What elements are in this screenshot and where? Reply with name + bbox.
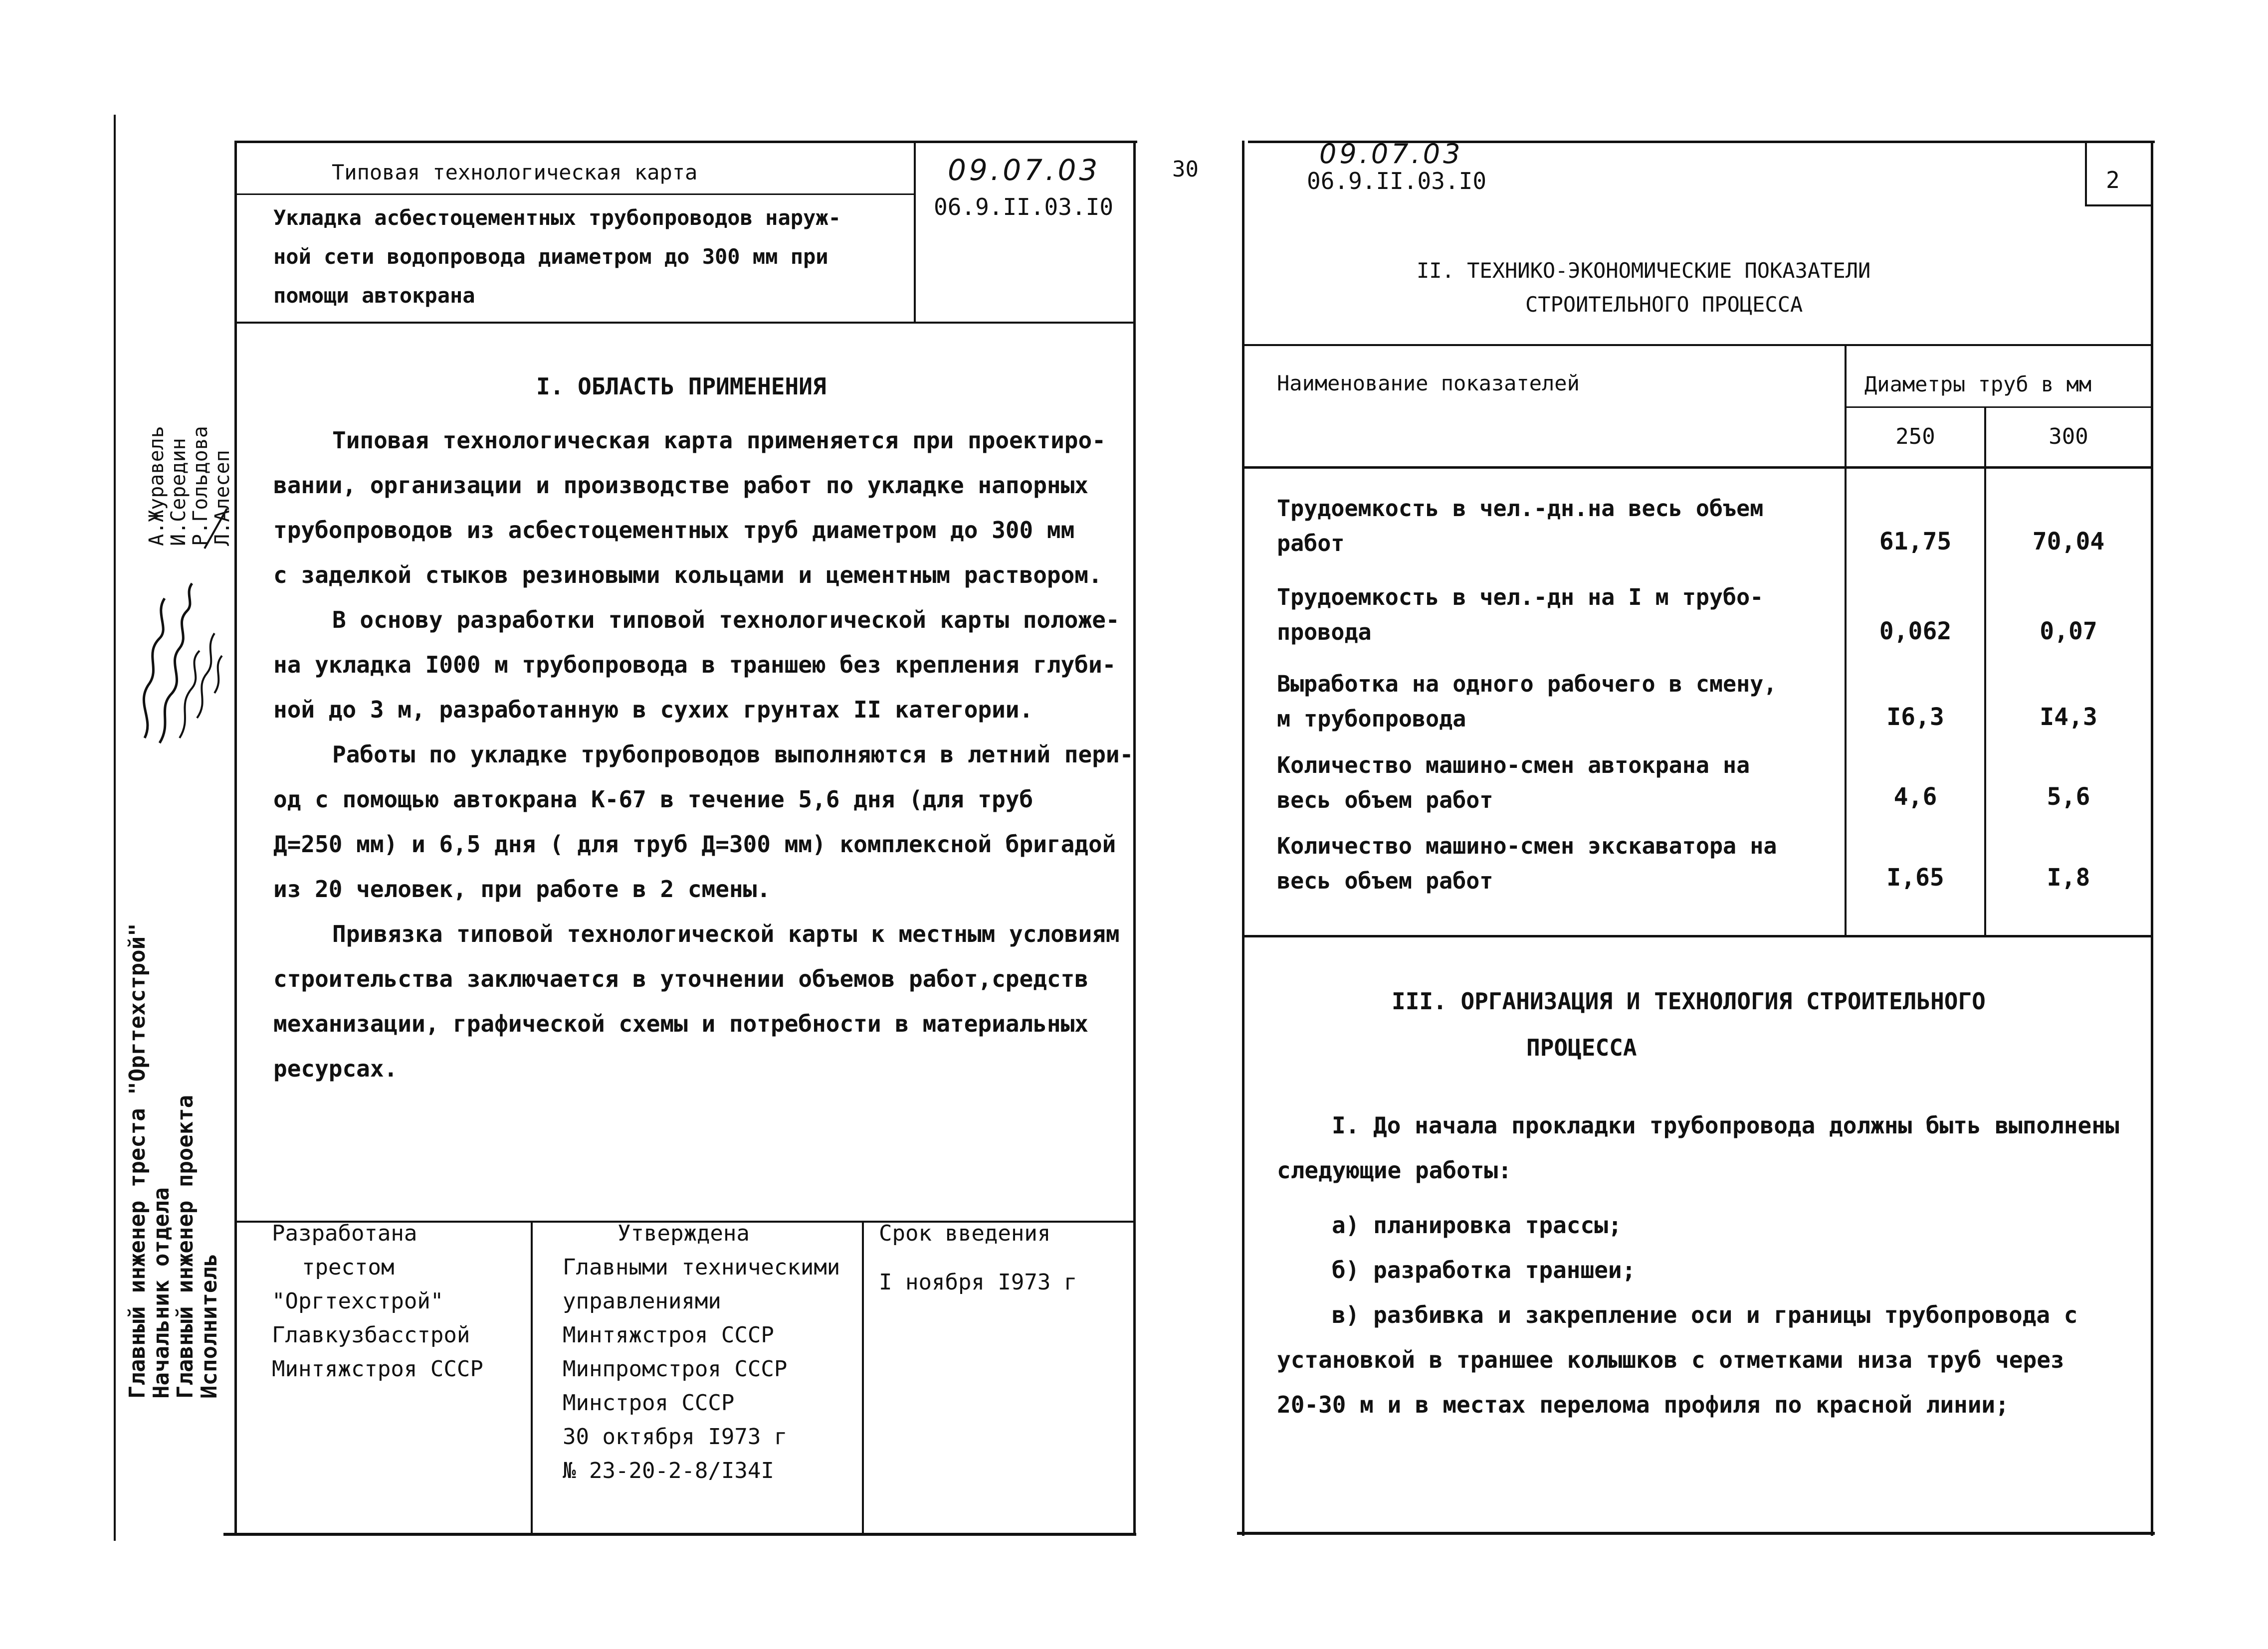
stamp-role: Исполнитель [197,1253,222,1399]
row-name-line: весь объем работ [1277,787,1493,813]
body-line: ной до 3 м, разработанную в сухих грунтах II категории. [273,696,1033,723]
row-name-line: м трубопровода [1277,706,1466,732]
r-doc-code: 06.9.II.03.I0 [1307,168,1487,194]
r-frame-left [1242,141,1244,1536]
doc-code-handwritten: 09.07.03 [948,153,1101,187]
table-header-250: 250 [1895,424,1935,449]
section-2-heading-line-2: СТРОИТЕЛЬНОГО ПРОЦЕССА [1525,292,1803,317]
body-line: В основу разработки типовой технологической карты положе- [332,606,1120,633]
r-doc-code-handwritten: 09.07.03 [1319,138,1463,170]
approved-line: 30 октября I973 г [563,1424,788,1450]
r-frame-bottom [1237,1532,2155,1535]
s3-line: 20-30 м и в местах перелома профиля по красной линии; [1277,1391,2009,1418]
body-line: строительства заключается в уточнении объемов работ,средств [273,965,1088,992]
s3-line: а) планировка трассы; [1332,1212,1622,1239]
table-bottom-line [1243,935,2153,937]
developed-line: трестом [302,1255,395,1280]
section-2-heading-line-1: II. ТЕХНИКО-ЭКОНОМИЧЕСКИЕ ПОКАЗАТЕЛИ [1417,258,1871,283]
date-label: Срок введения [879,1221,1051,1246]
approved-line: № 23-20-2-8/I34I [563,1458,774,1483]
row-name-line: работ [1277,530,1345,556]
stamp-role: Начальник отдела [149,1187,174,1399]
body-line: Типовая технологическая карта применяется при проектиро- [332,427,1106,454]
body-line: трубопроводов из асбестоцементных труб диаметром до 300 мм [273,517,1075,544]
doc-subject-line: Укладка асбестоцементных трубопроводов наруж- [273,205,841,230]
body-line: на укладка I000 м трубопровода в траншею без крепления глуби- [273,651,1116,678]
approved-line: Главными техническими [563,1255,840,1280]
developed-line: Минтяжстроя СССР [272,1356,483,1382]
table-row-3-300: I4,3 [2040,703,2097,731]
stamp-role: Главный инженер треста "Оргтехстрой" [125,923,150,1399]
section-1-heading: I. ОБЛАСТЬ ПРИМЕНЕНИЯ [536,373,826,400]
table-top-line [1243,344,2153,346]
body-line: Д=250 мм) и 6,5 дня ( для труб Д=300 мм) комплексной бригадой [273,831,1116,858]
approved-line: Минтяжстроя СССР [563,1322,774,1348]
section-3-body [1277,1103,2119,1427]
approved-line: управлениями [563,1288,721,1314]
table-row-5-300: I,8 [2047,864,2090,892]
page-box-bottom [2085,204,2152,206]
table-row-2-250: 0,062 [1879,617,1952,645]
row-name-line: Количество машино-смен экскаватора на [1277,833,1777,859]
table-row-3-name [1277,667,1777,736]
stamp-name: Р.Гольдова [189,426,212,546]
table-header-group: Диаметры труб в мм [1864,372,2092,396]
body-line: вании, организации и производстве работ по укладке напорных [273,472,1088,499]
developed-line: Разработана [272,1221,417,1246]
s3-line: в) разбивка и закрепление оси и границы трубопровода с [1332,1301,2078,1328]
table-row-1-name [1277,491,1763,561]
approved-line: Минпромстроя СССР [563,1356,788,1382]
section-3-heading-line-2: ПРОЦЕССА [1526,1034,1637,1061]
body-line: механизации, графической схемы и потребности в материальных [273,1010,1088,1037]
table-col-divider-2 [1984,406,1986,937]
table-row-3-250: I6,3 [1886,703,1944,731]
stamp-name: А.Журавель [145,426,168,546]
body-line: Работы по укладке трубопроводов выполняются в летний пери- [332,741,1134,768]
body-line: ресурсах. [273,1055,398,1082]
approved-line: Утверждена [618,1221,750,1246]
table-row-2-name [1277,580,1763,650]
doc-type-label: Типовая технологическая карта [332,160,698,184]
s3-line: б) разработка траншеи; [1332,1257,1636,1283]
page-number: 2 [2106,167,2120,193]
doc-subject-line: ной сети водопровода диаметром до 300 мм при [273,244,828,269]
row-name-line: весь объем работ [1277,868,1493,894]
table-row-4-250: 4,6 [1893,783,1937,811]
doc-subject-line: помощи автокрана [273,283,475,308]
r-frame-right [2151,141,2153,1536]
developed-line: "Оргтехстрой" [272,1288,444,1314]
row-name-line: Трудоемкость в чел.-дн.на весь объем [1277,495,1764,522]
table-row-1-250: 61,75 [1879,528,1952,555]
body-line: од с помощью автокрана К-67 в течение 5,6 дня (для труб [273,786,1033,813]
s3-line: установкой в траншее колышков с отметками низа труб через [1277,1346,2064,1373]
margin-page-number: 30 [1172,157,1199,182]
stamp-name: И.Середин [167,438,190,546]
body-line: из 20 человек, при работе в 2 смены. [273,876,771,903]
table-header-300: 300 [2049,424,2088,449]
table-subheader-line [1846,406,2153,408]
approved-line: Минстроя СССР [563,1390,735,1416]
table-row-5-250: I,65 [1886,864,1944,892]
table-row-4-300: 5,6 [2047,783,2090,811]
table-header-bottom [1243,466,2153,469]
row-name-line: Выработка на одного рабочего в смену, [1277,671,1777,697]
row-name-line: провода [1277,619,1372,645]
doc-code: 06.9.II.03.I0 [934,193,1114,220]
table-header-name: Наименование показателей [1277,371,1580,395]
body-line: Привязка типовой технологической карты к местным условиям [332,920,1120,947]
table-row-2-300: 0,07 [2040,617,2097,645]
table-row-5-name [1277,829,1777,899]
body-line: с заделкой стыков резиновыми кольцами и цементным раствором. [273,561,1102,588]
developed-line: Главкузбасстрой [272,1322,470,1348]
s3-line: I. До начала прокладки трубопровода должны быть выполнены [1332,1112,2119,1139]
date-value: I ноября I973 г [879,1270,1077,1295]
s3-line: следующие работы: [1277,1157,1512,1184]
table-row-4-name [1277,748,1750,818]
table-row-1-300: 70,04 [2032,528,2105,555]
row-name-line: Количество машино-смен автокрана на [1277,752,1750,778]
stamp-role: Главный инженер проекта [173,1095,198,1399]
section-3-heading-line-1: III. ОРГАНИЗАЦИЯ И ТЕХНОЛОГИЯ СТРОИТЕЛЬНОГО [1392,988,1986,1015]
stamp-name: Л.Алесеп [211,450,234,546]
row-name-line: Трудоемкость в чел.-дн на I м трубо- [1277,584,1764,610]
page-box-left [2085,141,2087,205]
